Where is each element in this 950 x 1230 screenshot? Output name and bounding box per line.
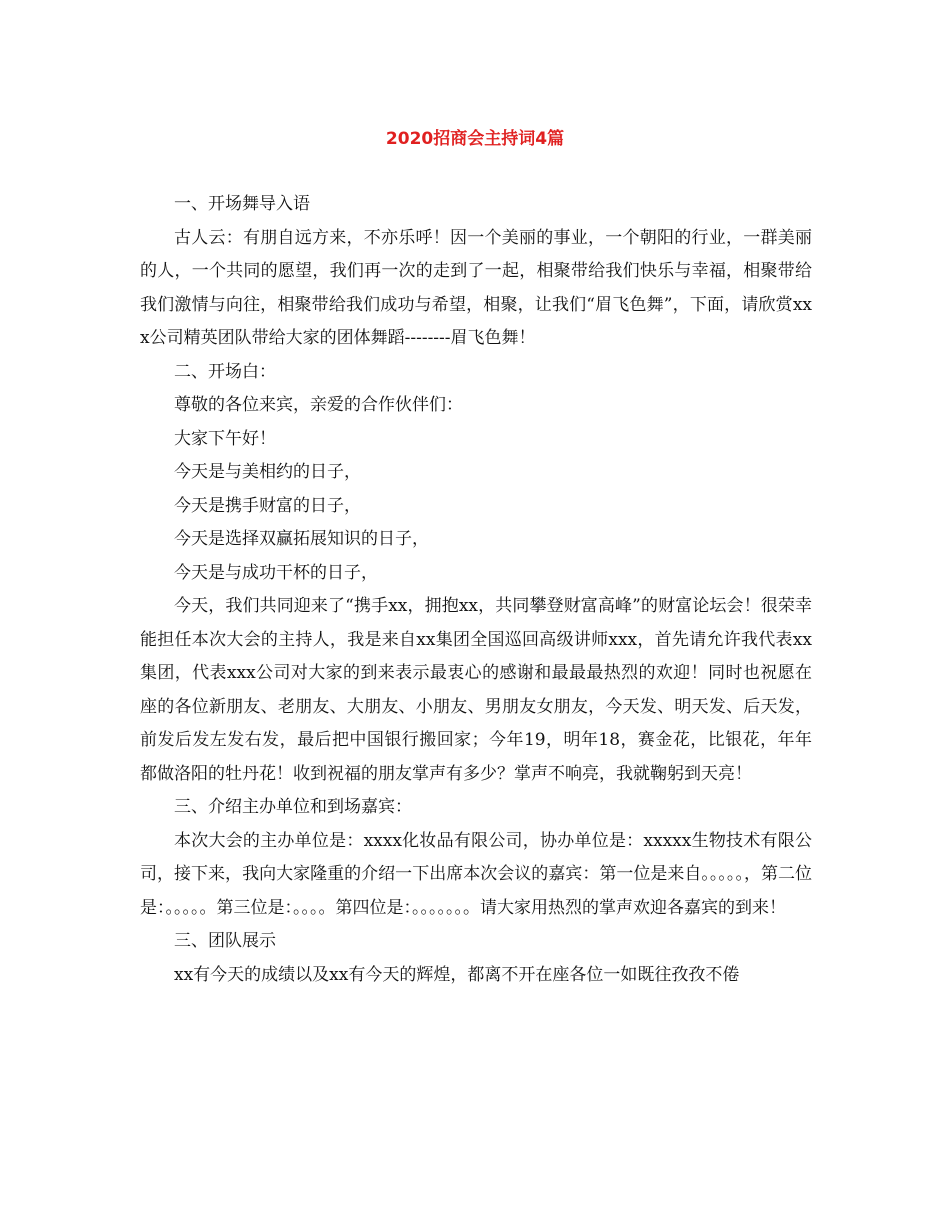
- paragraph-today-success: 今天是与成功干杯的日子，: [174, 562, 378, 583]
- paragraph-today-wealth: 今天是携手财富的日子，: [174, 495, 361, 516]
- section-heading-team-showcase: 三、团队展示: [174, 931, 276, 951]
- paragraph-greeting-guests: 尊敬的各位来宾，亲爱的合作伙伴们：: [174, 395, 463, 415]
- document-body: [140, 188, 812, 992]
- paragraph-today-beauty: 今天是与美相约的日子，: [174, 462, 361, 482]
- section-heading-hosts-guests: 三、介绍主办单位和到场嘉宾：: [174, 797, 412, 817]
- paragraph-hosts-guests: 本次大会的主办单位是：xxxx化妆品有限公司，协办单位是：xxxxx生物技术有限公司，接下来，我向大家隆重的介绍一下出席本次会议的嘉宾：第一位是来自。。。。。，第二位是：。。。。。第三位是：。。。。第四位是：。。。。。。。请大家用热烈的掌声欢迎各嘉宾的到来！: [140, 830, 812, 918]
- paragraph-good-afternoon: 大家下午好！: [174, 428, 276, 449]
- paragraph-forum-welcome: 今天，我们共同迎来了“携手xx，拥抱xx，共同攀登财富高峰”的财富论坛会！很荣幸能担任本次大会的主持人，我是来自xx集团全国巡回高级讲师xxx，首先请允许我代表xx集团，代表xxx公司对大家的到来表示最衷心的感谢和最最最热烈的欢迎！同时也祝愿在座的各位新朋友、老朋友、大朋友、小朋友、男朋友女朋友，今天发、明天发、后天发，前发后发左发右发，最后把中国银行搬回家；今年19，明年18，赛金花，比银花，年年都做洛阳的牡丹花！收到祝福的朋友掌声有多少？掌声不响亮，我就鞠躬到天亮！: [140, 596, 812, 784]
- section-heading-opening-remarks: 二、开场白：: [174, 361, 276, 382]
- section-heading-opening-dance: 一、开场舞导入语: [174, 194, 310, 214]
- paragraph-today-knowledge: 今天是选择双赢拓展知识的日子，: [174, 529, 429, 549]
- document-title: 2020招商会主持词4篇: [385, 129, 565, 149]
- paragraph-team-showcase: xx有今天的成绩以及xx有今天的辉煌，都离不开在座各位一如既往孜孜不倦: [174, 964, 740, 985]
- paragraph-opening-dance-intro: 古人云：有朋自远方来，不亦乐呼！因一个美丽的事业，一个朝阳的行业，一群美丽的人，一个共同的愿望，我们再一次的走到了一起，相聚带给我们快乐与幸福，相聚带给我们激情与向往，相聚带给我们成功与希望，相聚，让我们“眉飞色舞”，下面，请欣赏xxx公司精英团队带给大家的团体舞蹈--------眉飞色舞！: [140, 227, 812, 348]
